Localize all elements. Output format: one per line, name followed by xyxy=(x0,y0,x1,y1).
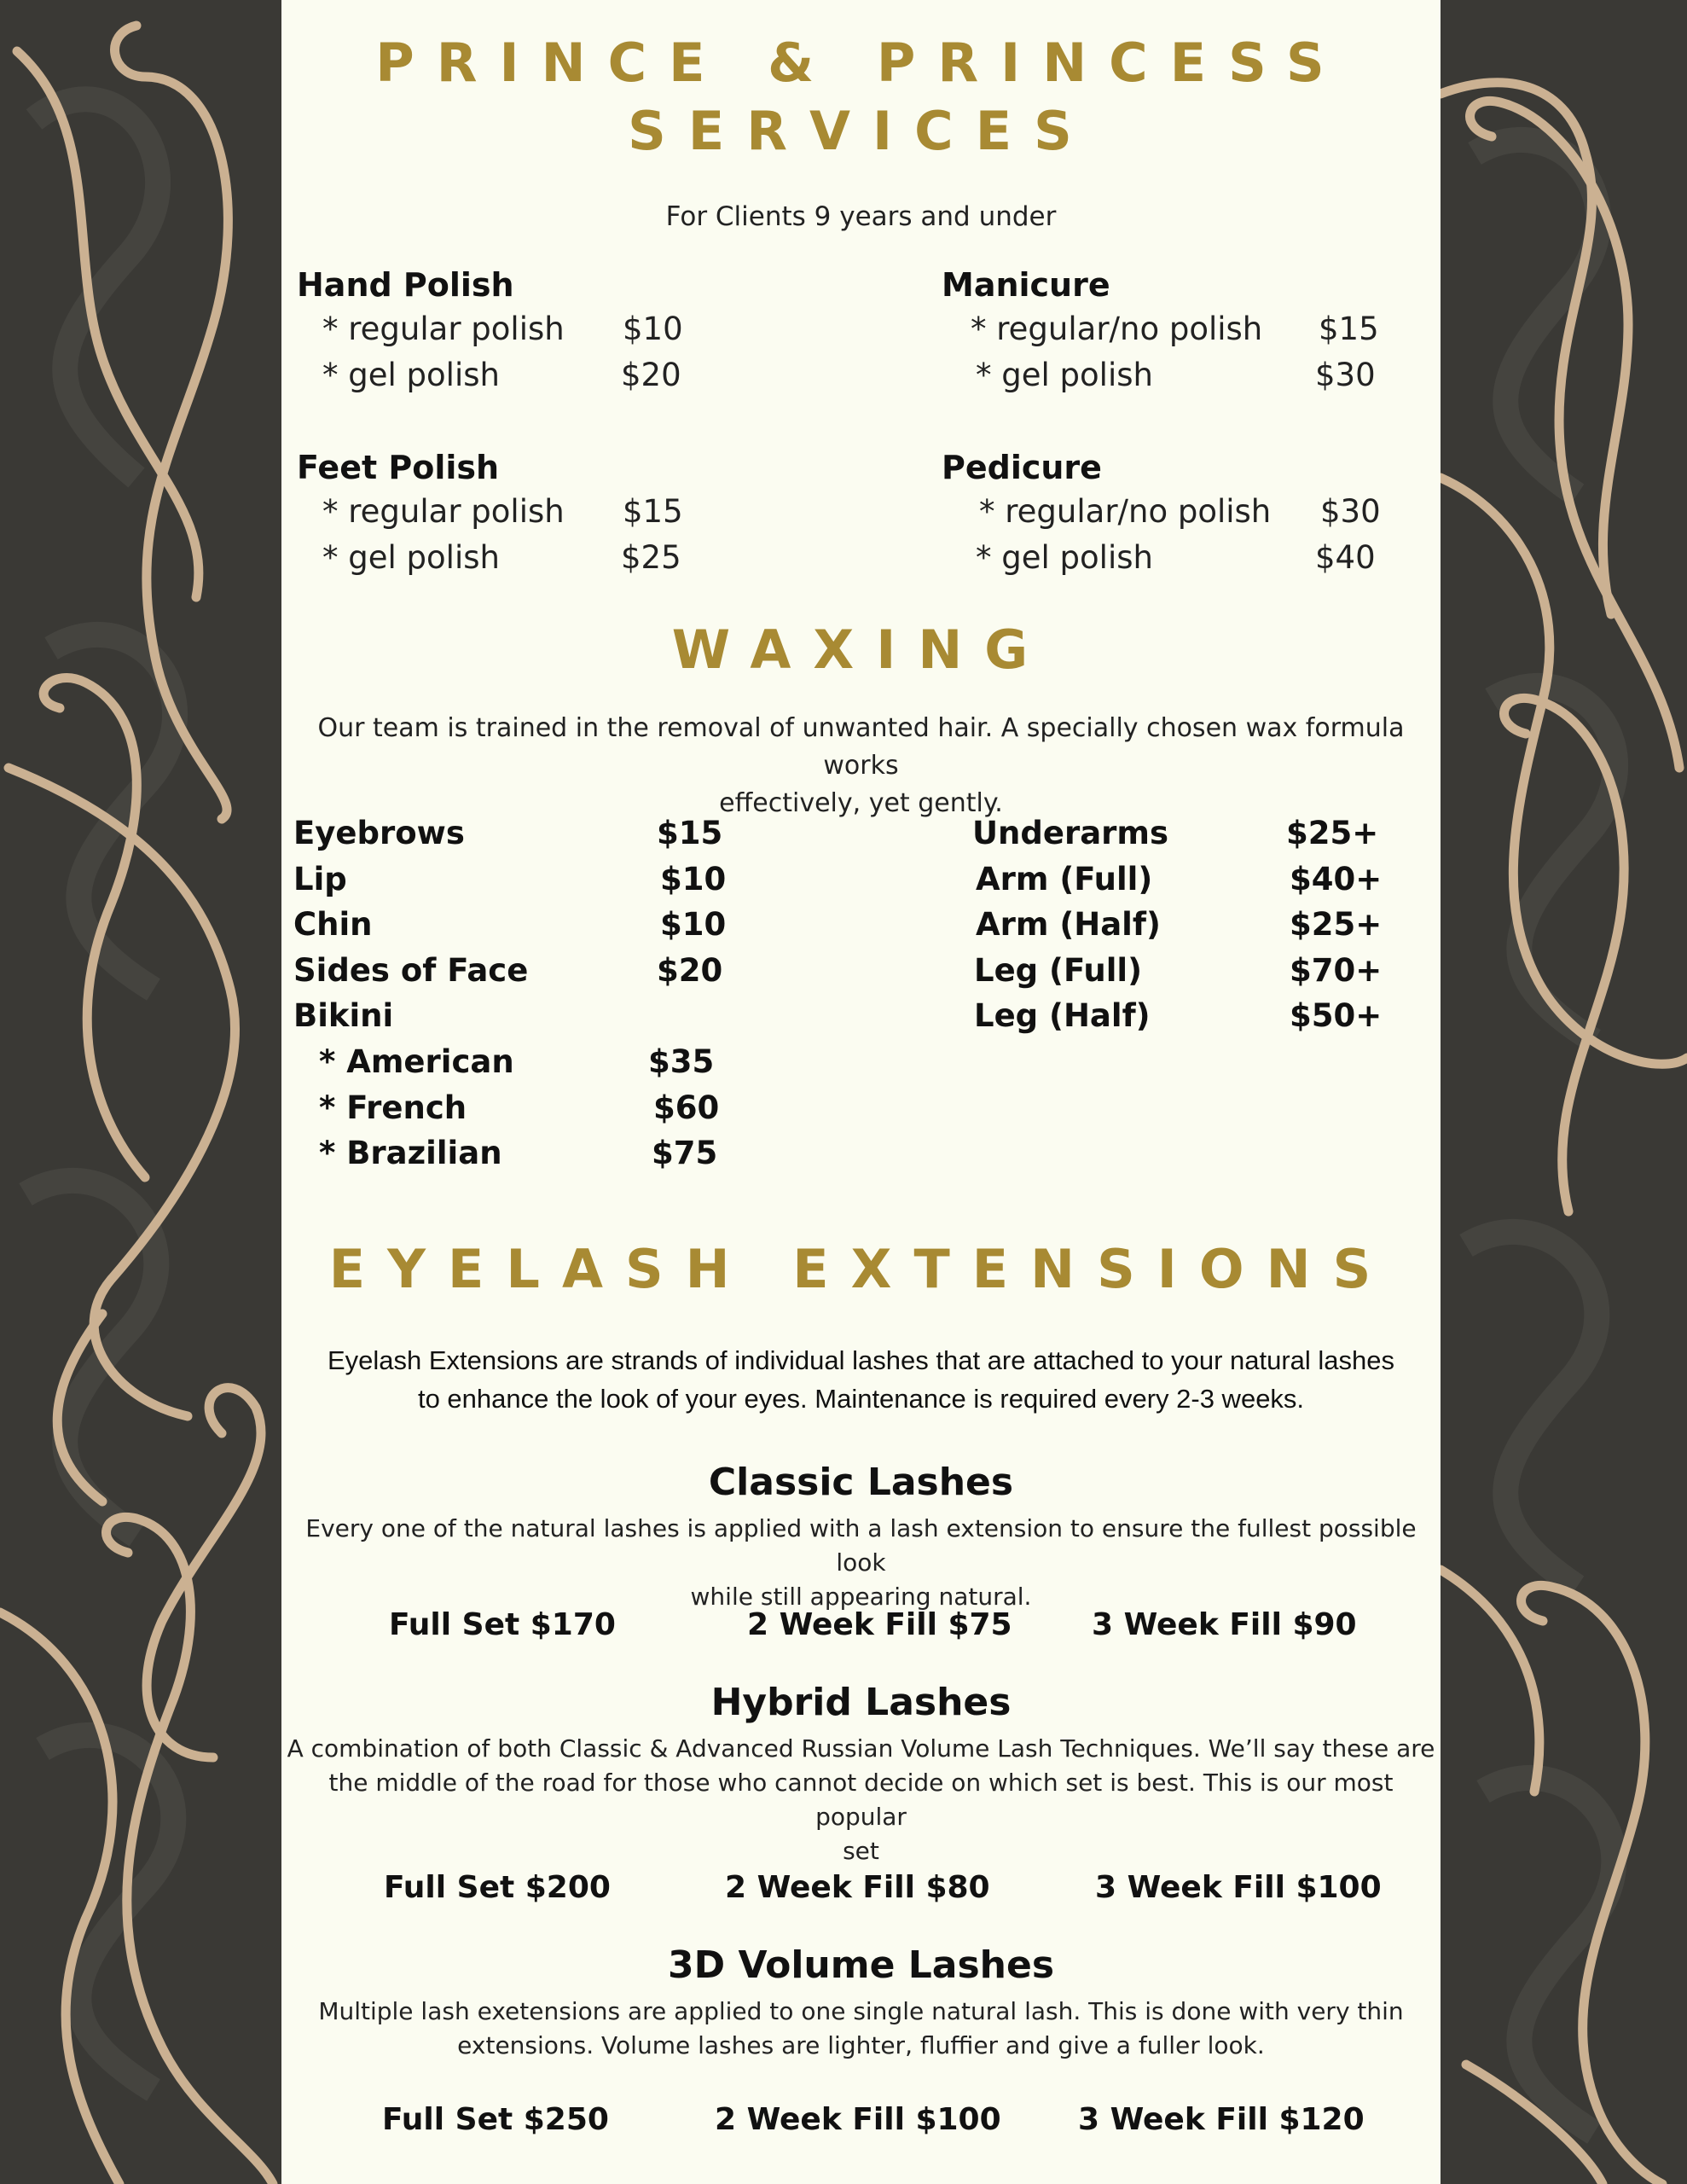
waxing-right-prices xyxy=(1286,810,1382,1039)
volume-full-set: Full Set $250 xyxy=(382,2102,609,2137)
volume-lashes-title: 3D Volume Lashes xyxy=(667,1943,1055,1987)
wax-item-price: $15 xyxy=(657,815,723,851)
wax-item-name: Eyebrows xyxy=(293,815,465,851)
classic-full-set: Full Set $170 xyxy=(389,1607,616,1642)
wax-item-price: $40+ xyxy=(1290,860,1383,897)
wax-item-name: * French xyxy=(319,1089,467,1126)
wax-item-name: * Brazilian xyxy=(319,1135,502,1172)
classic-lashes-title: Classic Lashes xyxy=(708,1461,1014,1504)
left-decorative-border xyxy=(0,0,281,2184)
eyelash-description: Eyelash Extensions are strands of individual lashes that are attached to your natural lashes to enhance the look of your eyes. Maintenance is required every 2-3 weeks. xyxy=(327,1345,1395,1414)
eyelash-title: EYELASH EXTENSIONS xyxy=(328,1238,1394,1300)
waxing-title: WAXING xyxy=(671,619,1051,681)
wax-item-price xyxy=(657,993,726,1039)
wax-item-name: Leg (Half) xyxy=(974,997,1151,1035)
hybrid-3-week-fill: 3 Week Fill $100 xyxy=(1095,1870,1382,1905)
manicure-regular-name: * regular/no polish xyxy=(971,311,1263,347)
hand-polish-title: Hand Polish xyxy=(297,266,514,304)
hybrid-lashes-title: Hybrid Lashes xyxy=(710,1681,1012,1724)
swirl-ornament-icon xyxy=(0,0,281,2184)
hybrid-2-week-fill: 2 Week Fill $80 xyxy=(725,1870,990,1905)
wax-item-name: Leg (Full) xyxy=(974,951,1142,989)
wax-item-price: $70+ xyxy=(1290,951,1383,989)
manicure-gel-price: $30 xyxy=(1315,357,1376,393)
hand-gel-price: $20 xyxy=(621,357,681,393)
wax-item-price: $10 xyxy=(660,906,727,944)
manicure-regular-price: $15 xyxy=(1319,311,1379,347)
menu-panel xyxy=(281,0,1441,2184)
feet-gel-price: $25 xyxy=(621,539,681,576)
wax-item-price: $10 xyxy=(660,860,727,897)
pedicure-gel-price: $40 xyxy=(1315,539,1376,576)
pedicure-gel-name: * gel polish xyxy=(976,539,1153,576)
wax-item-price: $35 xyxy=(648,1043,715,1080)
pedicure-regular-price: $30 xyxy=(1320,493,1381,530)
waxing-left-prices xyxy=(648,810,727,1176)
manicure-title: Manicure xyxy=(942,266,1110,304)
volume-lashes-description: Multiple lash exetensions are applied to one single natural lash. This is done with very thin extensions. Volume lashes are lighter, fluffier and give a fuller look. xyxy=(318,1997,1404,2059)
volume-2-week-fill: 2 Week Fill $100 xyxy=(715,2102,1001,2137)
classic-lashes-description: Every one of the natural lashes is applied with a lash extension to ensure the fullest possible look while still appearing natural. xyxy=(305,1514,1417,1611)
wax-item-name: Arm (Full) xyxy=(976,860,1153,897)
waxing-right-names xyxy=(972,810,1168,1039)
hybrid-full-set: Full Set $200 xyxy=(384,1870,611,1905)
wax-item-price: $75 xyxy=(652,1135,718,1172)
prince-subtitle: For Clients 9 years and under xyxy=(665,201,1057,232)
wax-item-price: $60 xyxy=(653,1089,720,1126)
hand-regular-price: $10 xyxy=(623,311,683,347)
prince-princess-title: PRINCE & PRINCESS SERVICES xyxy=(375,32,1347,162)
waxing-left-names xyxy=(293,810,528,1176)
wax-item-price: $50+ xyxy=(1290,997,1383,1035)
swirl-ornament-icon xyxy=(1441,0,1687,2184)
classic-3-week-fill: 3 Week Fill $90 xyxy=(1092,1607,1357,1642)
wax-item-name: Sides of Face xyxy=(293,951,529,989)
pedicure-regular-name: * regular/no polish xyxy=(979,493,1272,530)
hand-regular-name: * regular polish xyxy=(322,311,565,347)
wax-item-price: $25+ xyxy=(1290,906,1383,944)
wax-item-name: Underarms xyxy=(972,815,1169,851)
wax-item-name: * American xyxy=(319,1043,514,1080)
hand-gel-name: * gel polish xyxy=(322,357,500,393)
volume-3-week-fill: 3 Week Fill $120 xyxy=(1078,2102,1365,2137)
wax-item-price: $20 xyxy=(657,951,723,989)
wax-item-name: Lip xyxy=(293,860,347,897)
feet-regular-price: $15 xyxy=(623,493,683,530)
pedicure-title: Pedicure xyxy=(942,449,1102,486)
waxing-description: Our team is trained in the removal of unwanted hair. A specially chosen wax formula works effectively, yet gently. xyxy=(317,713,1405,818)
feet-polish-title: Feet Polish xyxy=(297,449,500,486)
wax-item-name: Chin xyxy=(293,906,373,944)
wax-item-price: $25+ xyxy=(1286,815,1379,851)
classic-2-week-fill: 2 Week Fill $75 xyxy=(747,1607,1012,1642)
wax-item-name: Bikini xyxy=(293,997,394,1035)
hybrid-lashes-description: A combination of both Classic & Advanced Russian Volume Lash Techniques. We’ll say these are the middle of the road for those who cannot decide on which set is best. This is our most popular set xyxy=(287,1734,1435,1865)
feet-regular-name: * regular polish xyxy=(322,493,565,530)
manicure-gel-name: * gel polish xyxy=(976,357,1153,393)
right-decorative-border xyxy=(1441,0,1687,2184)
wax-item-name: Arm (Half) xyxy=(976,906,1161,944)
feet-gel-name: * gel polish xyxy=(322,539,500,576)
